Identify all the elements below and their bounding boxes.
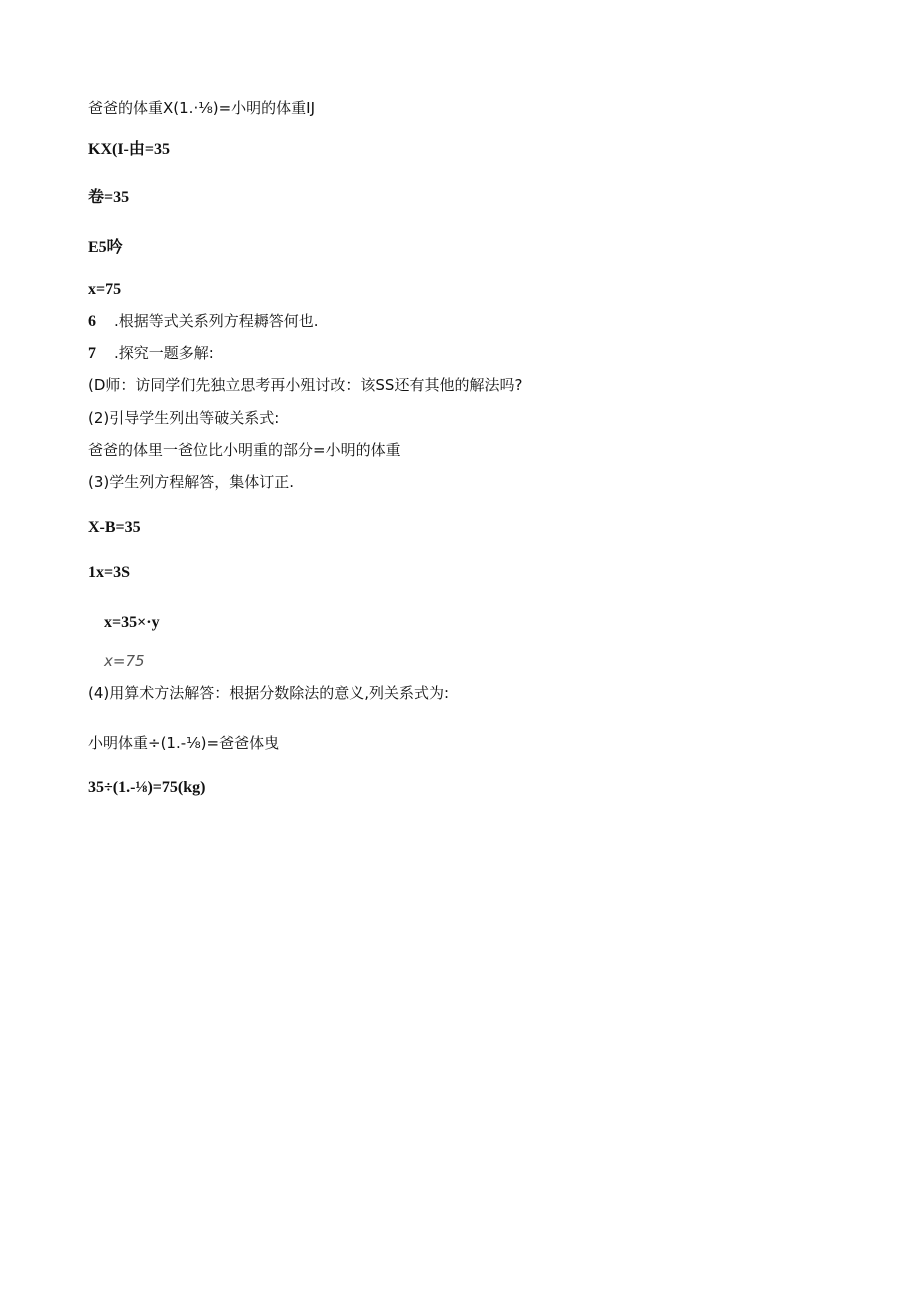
step-7	[88, 343, 214, 364]
equation-line-2: KX(I-由=35	[88, 141, 171, 158]
equation-line-12: X-B=35	[88, 519, 141, 536]
step-6	[88, 311, 319, 332]
step-6-number: 6	[88, 313, 96, 330]
step-7-text: .探究一题多解:	[114, 344, 214, 362]
equation-line-3: 卷=35	[88, 189, 130, 206]
text-line-16: (4)用算术方法解答：根据分数除法的意义,列关系式为:	[88, 684, 450, 702]
equation-line-15: x=75	[104, 652, 145, 670]
text-line-1: 爸爸的体重X(1.·⅛)=小明的体重IJ	[88, 99, 316, 117]
equation-line-14: x=35×·y	[104, 614, 160, 631]
text-line-10: 爸爸的体里一爸位比小明重的部分=小明的体重	[88, 441, 401, 459]
text-line-9: (2)引导学生列出等破关系式:	[88, 409, 280, 427]
equation-line-18: 35÷(1.-⅛)=75(kg)	[88, 779, 206, 796]
text-line-17: 小明体重÷(1.-⅛)=爸爸体曳	[88, 734, 280, 752]
step-7-number: 7	[88, 345, 96, 362]
equation-line-5: x=75	[88, 281, 122, 298]
equation-line-4: E5吟	[88, 239, 123, 256]
text-line-8: (D师：访同学们先独立思考再小殂讨改：该SS还有其他的解法吗?	[88, 376, 523, 394]
equation-line-13: 1x=3S	[88, 564, 131, 581]
text-line-11: (3)学生列方程解答，集体订正.	[88, 473, 295, 491]
step-6-text: .根据等式关系列方程耨答何也.	[114, 312, 319, 330]
